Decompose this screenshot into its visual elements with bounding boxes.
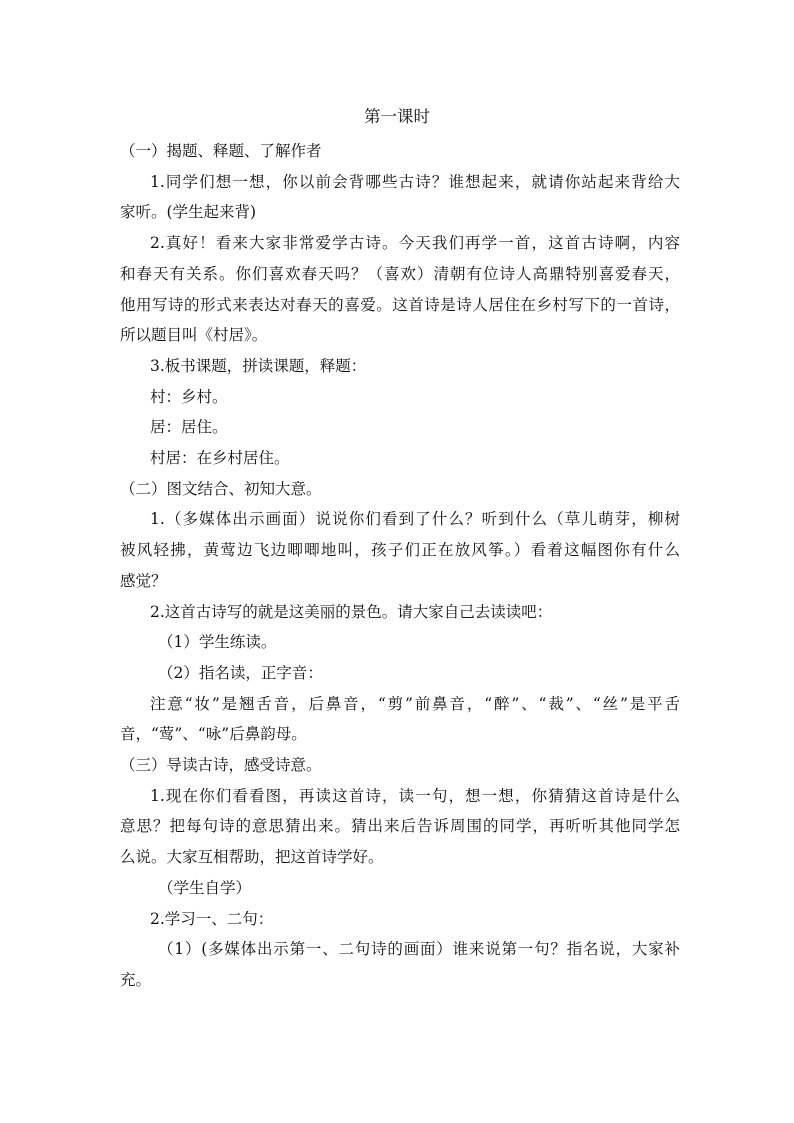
text-line: （1）(多媒体出示第一、二句诗的画面）谁来说第一句？指名说，大家补 (158, 940, 680, 959)
text-line: 意思？把每句诗的意思猜出来。猜出来后告诉周围的同学，再听听其他同学怎 (120, 817, 680, 836)
text-line: （2）指名读，正字音： (158, 663, 323, 682)
text-line: 被风轻拂，黄莺边飞边唧唧地叫，孩子们正在放风筝。）看着这幅图你有什么 (120, 541, 680, 560)
text-line: 2.学习一、二句： (150, 909, 274, 928)
text-line: 充。 (120, 970, 152, 989)
text-line: 3.板书课题，拼读课题，释题： (150, 356, 367, 375)
text-line: 2.真好！看来大家非常爱学古诗。今天我们再学一首，这首古诗啊，内容 (150, 234, 680, 253)
text-line: 注意“妆”是翘舌音，后鼻音，“剪”前鼻音，“醉”、“裁”、“丝”是平舌 (150, 694, 680, 713)
text-line: 感觉？ (120, 571, 167, 590)
text-line: 和春天有关系。你们喜欢春天吗？（喜欢）清朝有位诗人高鼎特别喜爱春天， (120, 264, 680, 283)
text-line: 1.现在你们看看图，再读这首诗，读一句，想一想，你猜猜这首诗是什么 (150, 786, 680, 805)
text-line: 1.（多媒体出示画面）说说你们看到了什么？听到什么（草儿萌芽，柳树 (150, 510, 680, 529)
text-line: （学生自学） (158, 878, 252, 897)
text-line: 家听。(学生起来背) (120, 203, 257, 222)
text-line: 村居：在乡村居住。 (150, 449, 290, 467)
page-title: 第一课时 (364, 107, 430, 126)
text-line: （二）图文结合、初知大意。 (120, 479, 322, 498)
text-line: 他用写诗的形式来表达对春天的喜爱。这首诗是诗人居住在乡村写下的一首诗， (120, 295, 680, 314)
text-line: 居：居住。 (150, 418, 228, 437)
text-line: 所以题目叫《村居》。 (120, 326, 268, 345)
text-line: 音，“莺”、“咏”后鼻韵母。 (120, 725, 307, 744)
text-line: （一）揭题、释题、了解作者 (120, 142, 322, 160)
text-line: 2.这首古诗写的就是这美丽的景色。请大家自己去读读吧： (150, 602, 553, 621)
text-line: （1）学生练读。 (158, 633, 277, 652)
text-line: 村：乡村。 (150, 387, 228, 406)
text-line: 1.同学们想一想，你以前会背哪些古诗？谁想起来，就请你站起来背给大 (150, 172, 680, 191)
text-line: （三）导读古诗，感受诗意。 (120, 756, 322, 774)
text-line: 么说。大家互相帮助，把这首诗学好。 (120, 848, 384, 867)
